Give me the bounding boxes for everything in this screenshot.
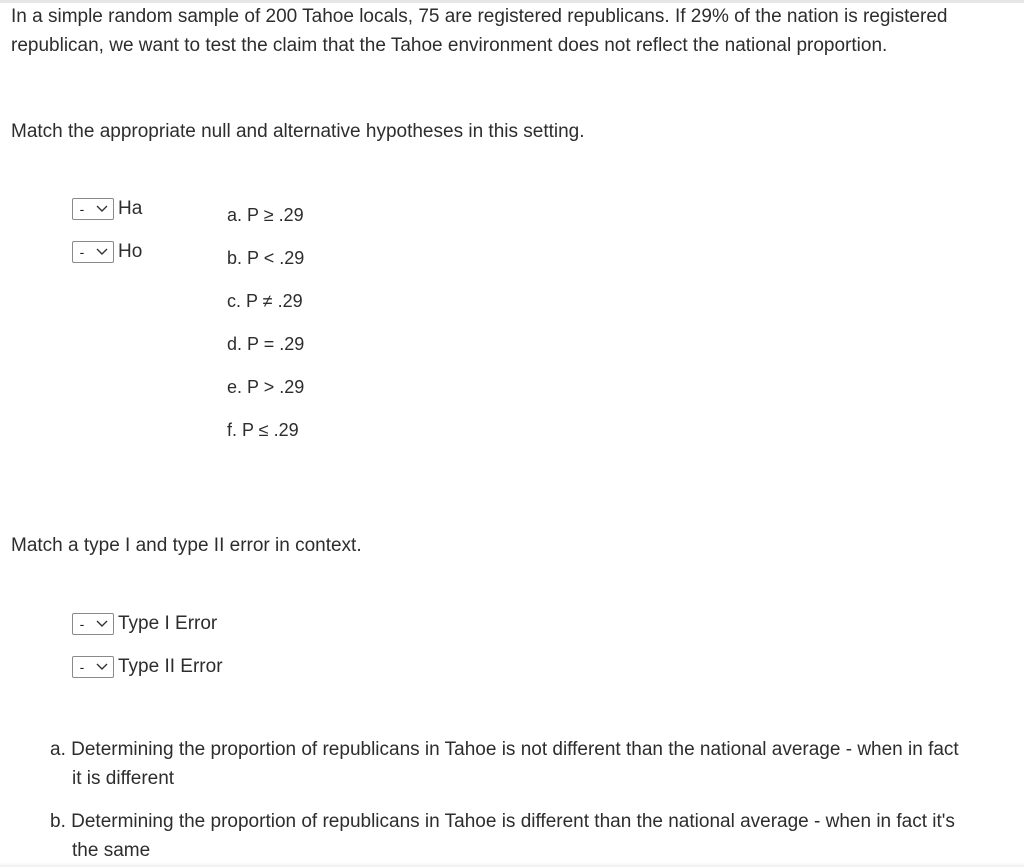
ho-label: Ho bbox=[118, 241, 143, 262]
error-option-b: b. Determining the proportion of republicans in Tahoe is different than the national average - when in fact it's the same bbox=[50, 811, 955, 861]
type-1-select-value: - bbox=[79, 616, 85, 632]
ho-select[interactable] bbox=[72, 241, 114, 263]
match-row-type-1 bbox=[72, 612, 217, 636]
hypothesis-option-d: d. P = .29 bbox=[227, 334, 305, 354]
match-row-type-2 bbox=[72, 655, 223, 679]
hypothesis-option-c: c. P ≠ .29 bbox=[227, 291, 303, 311]
match-row-ha bbox=[72, 197, 142, 221]
question-text: In a simple random sample of 200 Tahoe locals, 75 are registered republicans. If 29% of the nation is registered republican, we want to test the claim that the Tahoe environment does not reflect the national proportion. bbox=[11, 6, 948, 56]
hypothesis-option-b: b. P < .29 bbox=[227, 248, 305, 268]
chevron-down-icon bbox=[91, 614, 113, 634]
chevron-down-icon bbox=[91, 242, 113, 262]
type-1-error-label: Type I Error bbox=[118, 613, 218, 634]
hypotheses-instruction: Match the appropriate null and alternative hypotheses in this setting. bbox=[11, 121, 585, 142]
type-2-error-label: Type II Error bbox=[118, 656, 223, 677]
ha-select[interactable] bbox=[72, 198, 114, 220]
ha-select-value: - bbox=[79, 201, 85, 217]
hypothesis-option-f: f. P ≤ .29 bbox=[227, 420, 299, 440]
hypothesis-option-e: e. P > .29 bbox=[227, 377, 305, 397]
type-2-select-value: - bbox=[79, 659, 85, 675]
ha-label: Ha bbox=[118, 198, 143, 219]
bottom-edge bbox=[0, 862, 1024, 867]
type-1-error-select[interactable] bbox=[72, 613, 114, 635]
ho-select-value: - bbox=[79, 244, 85, 260]
chevron-down-icon bbox=[91, 199, 113, 219]
type-2-error-select[interactable] bbox=[72, 656, 114, 678]
errors-instruction: Match a type I and type II error in context. bbox=[11, 535, 362, 556]
chevron-down-icon bbox=[91, 657, 113, 677]
error-option-a: a. Determining the proportion of republicans in Tahoe is not different than the national average - when in fact it is different bbox=[50, 739, 959, 789]
hypothesis-option-a: a. P ≥ .29 bbox=[227, 205, 304, 225]
match-row-ho bbox=[72, 240, 142, 264]
